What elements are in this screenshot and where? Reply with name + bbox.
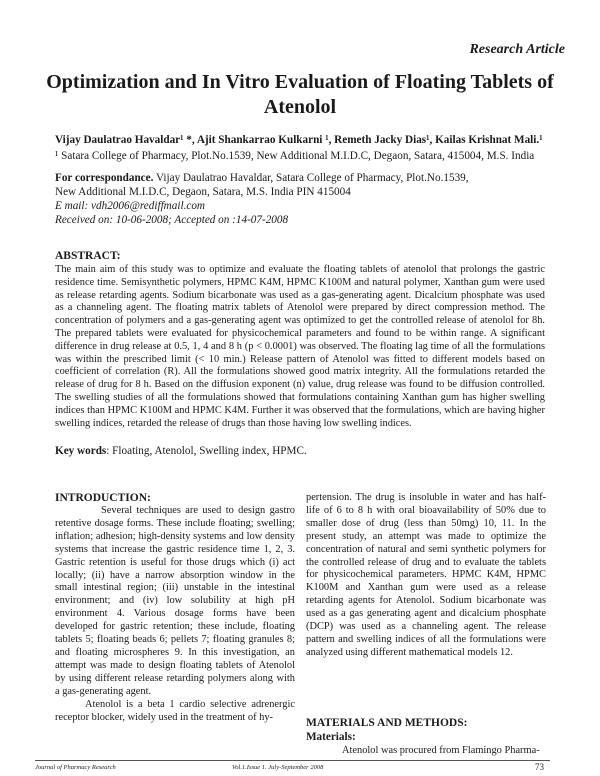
email-line: E mail: vdh2006@rediffmail.com [55,200,206,212]
correspondence-line-1: Vijay Daulatrao Havaldar, Satara College of Pharmacy, Plot.No.1539, [153,172,469,184]
methods-heading: MATERIALS AND METHODS: [306,717,468,729]
introduction-paragraph-2: Atenolol is a beta 1 cardio selective adrenergic receptor blocker, widely used in the treatment of hy- [55,698,295,723]
author-list: Vijay Daulatrao Havaldar¹ *, Ajit Shankarrao Kulkarni ¹, Remeth Jacky Dias¹, Kailas Krishnat Mali.¹ [55,134,543,146]
abstract-text: The main aim of this study was to optimize and evaluate the floating tablets of atenolol that prolongs the gastric residence time. Semisynthetic polymers, HPMC K4M, HPMC K100M and natural polymer, Xanthan gum were used as release retarding agents. Sodium bicarbonate was used as a gas-generating agent. Dicalcium phosphate was used as a channeling agent. The floating matrix tablets of Atenolol were prepared by direct compression method. The concentration of polymers and a gas-generating agent was optimized to get the controlled release of atenolol for 8h. The prepared tablets were evaluated for physicochemical parameters and found to be within range. A significant difference in drug release at 0.5, 1, 4 and 8 h (p < 0.0001) was observed. The floating lag time of all the formulations was within the prescribed limit (< 10 min.) Release pattern of Atenolol was fitted to different models based on coefficient of correlation (R). All the formulations showed good matrix integrity. All the formulations retarded the release of drug for 8 h. Based on the diffusion exponent (n) value, drug release was found to be diffusion controlled. The swelling studies of all the formulations showed that formulations containing Xanthan gum has higher swelling indices than HPMC K100M and HPMC K4M. Further it was observed that the formulations, which are having higher swelling indices, retarded the release of drugs than those having low swelling indices. [55,264,545,429]
materials-text: Atenolol was procured from Flamingo Pharma- [342,745,540,756]
article-type-label: Research Article [469,42,565,57]
abstract-heading: ABSTRACT: [55,250,121,262]
received-dates: Received on: 10-06-2008; Accepted on :14-07-2008 [55,214,289,226]
left-column [55,505,295,724]
introduction-paragraph-1: Several techniques are used to design gastro retentive dosage forms. These include floating; swelling; inflation; adhesion; high-density systems and low density systems that increase the gastric residence time 1, 2, 3. Gastric retention is useful for those drugs which (i) act locally; (ii) have a narrow absorption window in the small intestinal region; (iii) unstable in the intestinal environment; and (iv) low solubility at high pH environment 4. Various dosage forms have been developed for gastric retention; these include, floating tablets 5; floating beads 6; pellets 7; floating granules 8; and floating microspheres 9. In this investigation, an attempt was made to design floating tablets of Atenolol by using different release retarding polymers along with a gas-generating agent. [55,505,295,697]
page-number: 73 [535,762,544,772]
right-column [306,492,546,660]
keywords [55,445,545,457]
paper-title: Optimization and In Vitro Evaluation of Floating Tablets of Atenolol [46,71,554,118]
keywords-text: : Floating, Atenolol, Swelling index, HPMC. [106,445,307,457]
correspondence-label: For correspondance. [55,172,154,184]
correspondence-line-2: New Additional M.I.D.C, Degaon, Satara, M.S. India PIN 415004 [55,186,351,198]
keywords-label: Key words [55,445,107,457]
footer-issue: Vol.1.Issue 1. July-September 2008 [232,764,324,771]
footer-divider [35,760,550,761]
introduction-paragraph-3: pertension. The drug is insoluble in water and has half-life of 6 to 8 h with oral bioavailability of 50% due to smaller dose of drug (less than 50mg) 10, 11. In the present study, an attempt was made to optimize the concentration of natural and semi synthetic polymers for the controlled release of drug and to evaluate the tablets for physicochemical parameters. HPMC K4M, HPMC K100M and Xanthan gum were used as a release retarding agents for Atenolol. Sodium bicarbonate was used as a gas generating agent and dicalcium phosphate (DCP) was used as a channeling agent. The release pattern and swelling indices of all the formulations were analyzed using different mathematical models 12. [306,492,546,658]
footer-journal: Journal of Pharmacy Research [35,764,116,771]
materials-subheading: Materials: [306,731,356,743]
introduction-heading: INTRODUCTION: [55,492,151,504]
correspondence-block [55,171,575,227]
affiliation: ¹ Satara College of Pharmacy, Plot.No.1539, New Additional M.I.D.C, Degaon, Satara, 415004, M.S. India [55,150,535,162]
